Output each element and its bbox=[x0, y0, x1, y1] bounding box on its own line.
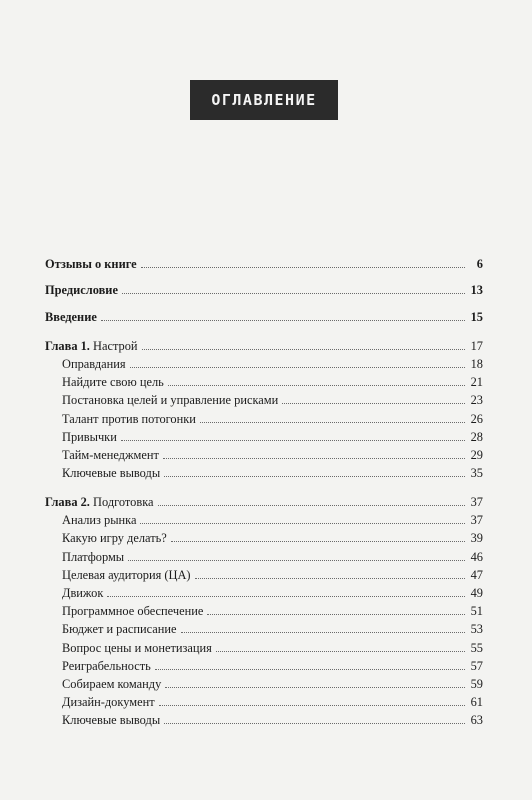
page-number: 35 bbox=[470, 466, 483, 480]
toc-subentry bbox=[62, 511, 483, 529]
toc-entry-label: Целевая аудитория (ЦА) bbox=[62, 568, 191, 582]
toc-entry-label: Платформы bbox=[62, 550, 125, 564]
chapter-title: Настрой bbox=[93, 339, 138, 353]
toc-entry-label: Анализ рынка bbox=[62, 513, 137, 527]
toc-subentry bbox=[62, 446, 483, 464]
page-number: 55 bbox=[470, 641, 483, 655]
dot-leader bbox=[158, 504, 465, 506]
page-number: 13 bbox=[470, 283, 483, 297]
page-number: 15 bbox=[470, 310, 483, 324]
toc-subentry bbox=[62, 620, 483, 638]
dot-leader bbox=[164, 475, 465, 477]
toc-entry-label bbox=[45, 493, 154, 511]
toc-subentry bbox=[62, 584, 483, 602]
toc-subentry bbox=[62, 602, 483, 620]
toc-subentry bbox=[62, 639, 483, 657]
page-number: 47 bbox=[470, 568, 483, 582]
dot-leader bbox=[141, 266, 465, 268]
toc-entry-label: Тайм-менеджмент bbox=[62, 448, 159, 462]
page-number: 49 bbox=[470, 586, 483, 600]
toc-entry-label: Бюджет и расписание bbox=[62, 622, 177, 636]
toc-entry-label: Введение bbox=[45, 310, 97, 324]
page-number: 37 bbox=[470, 513, 483, 527]
dot-leader bbox=[122, 292, 465, 294]
toc-subentry bbox=[62, 529, 483, 547]
page-number: 61 bbox=[470, 695, 483, 709]
chapter-number: Глава 2. bbox=[45, 495, 90, 509]
page-number: 28 bbox=[470, 430, 483, 444]
dot-leader bbox=[171, 540, 465, 542]
page-number: 23 bbox=[470, 393, 483, 407]
toc-entry bbox=[45, 255, 483, 273]
dot-leader bbox=[159, 704, 465, 706]
page-number: 59 bbox=[470, 677, 483, 691]
toc-title-banner bbox=[190, 80, 338, 120]
dot-leader bbox=[164, 722, 465, 724]
page-number: 17 bbox=[470, 339, 483, 353]
toc-chapter-entry bbox=[45, 337, 483, 355]
toc-entry-label: Собираем команду bbox=[62, 677, 162, 691]
page-number: 46 bbox=[470, 550, 483, 564]
chapter-title: Подготовка bbox=[93, 495, 154, 509]
dot-leader bbox=[163, 457, 465, 459]
toc-entry-label: Вопрос цены и монетизация bbox=[62, 641, 212, 655]
toc-entry-label: Постановка целей и управление рисками bbox=[62, 393, 279, 407]
toc-entry-label: Дизайн-документ bbox=[62, 695, 155, 709]
page-number: 53 bbox=[470, 622, 483, 636]
toc-entry-label: Талант против потогонки bbox=[62, 412, 196, 426]
toc-entry-label: Отзывы о книге bbox=[45, 257, 137, 271]
dot-leader bbox=[165, 686, 465, 688]
toc-entry-label: Предисловие bbox=[45, 283, 118, 297]
toc-entry-label: Реиграбельность bbox=[62, 659, 151, 673]
dot-leader bbox=[121, 439, 465, 441]
toc-entry-label: Программное обеспечение bbox=[62, 604, 204, 618]
dot-leader bbox=[130, 366, 465, 368]
page-number: 57 bbox=[470, 659, 483, 673]
page-number: 37 bbox=[470, 495, 483, 509]
page-number: 51 bbox=[470, 604, 483, 618]
dot-leader bbox=[101, 319, 465, 321]
toc-subentry bbox=[62, 693, 483, 711]
toc-subentry bbox=[62, 391, 483, 409]
page-number: 29 bbox=[470, 448, 483, 462]
toc-chapter-entry bbox=[45, 493, 483, 511]
toc-entry-label: Движок bbox=[62, 586, 104, 600]
dot-leader bbox=[282, 402, 465, 404]
dot-leader bbox=[200, 421, 465, 423]
page-number: 6 bbox=[476, 257, 483, 271]
page-number: 18 bbox=[470, 357, 483, 371]
toc-subentry bbox=[62, 657, 483, 675]
toc-entry bbox=[45, 308, 483, 326]
page-number: 63 bbox=[470, 713, 483, 727]
toc-subentry bbox=[62, 464, 483, 482]
page-number: 21 bbox=[470, 375, 483, 389]
toc-entry-label: Привычки bbox=[62, 430, 117, 444]
toc-entry-label: Найдите свою цель bbox=[62, 375, 164, 389]
dot-leader bbox=[181, 631, 465, 633]
chapter-number: Глава 1. bbox=[45, 339, 90, 353]
toc-title: ОГЛАВЛЕНИЕ bbox=[211, 91, 317, 109]
page-number: 26 bbox=[470, 412, 483, 426]
dot-leader bbox=[168, 384, 465, 386]
dot-leader bbox=[140, 522, 465, 524]
toc-entry-label: Ключевые выводы bbox=[62, 466, 161, 480]
toc-entry-label: Оправдания bbox=[62, 357, 126, 371]
dot-leader bbox=[128, 559, 465, 561]
toc-entry-label: Какую игру делать? bbox=[62, 531, 167, 545]
toc-subentry bbox=[62, 428, 483, 446]
dot-leader bbox=[195, 577, 465, 579]
page-number: 39 bbox=[470, 531, 483, 545]
toc-entry-label bbox=[45, 337, 138, 355]
toc-subentry bbox=[62, 355, 483, 373]
toc-subentry bbox=[62, 410, 483, 428]
dot-leader bbox=[142, 348, 465, 350]
toc-entry-label: Ключевые выводы bbox=[62, 713, 161, 727]
dot-leader bbox=[216, 650, 465, 652]
toc-subentry bbox=[62, 548, 483, 566]
toc-subentry bbox=[62, 675, 483, 693]
dot-leader bbox=[207, 613, 465, 615]
dot-leader bbox=[107, 595, 465, 597]
dot-leader bbox=[155, 668, 465, 670]
toc-entry bbox=[45, 281, 483, 299]
toc-subentry bbox=[62, 711, 483, 729]
toc-subentry bbox=[62, 373, 483, 391]
toc-subentry bbox=[62, 566, 483, 584]
